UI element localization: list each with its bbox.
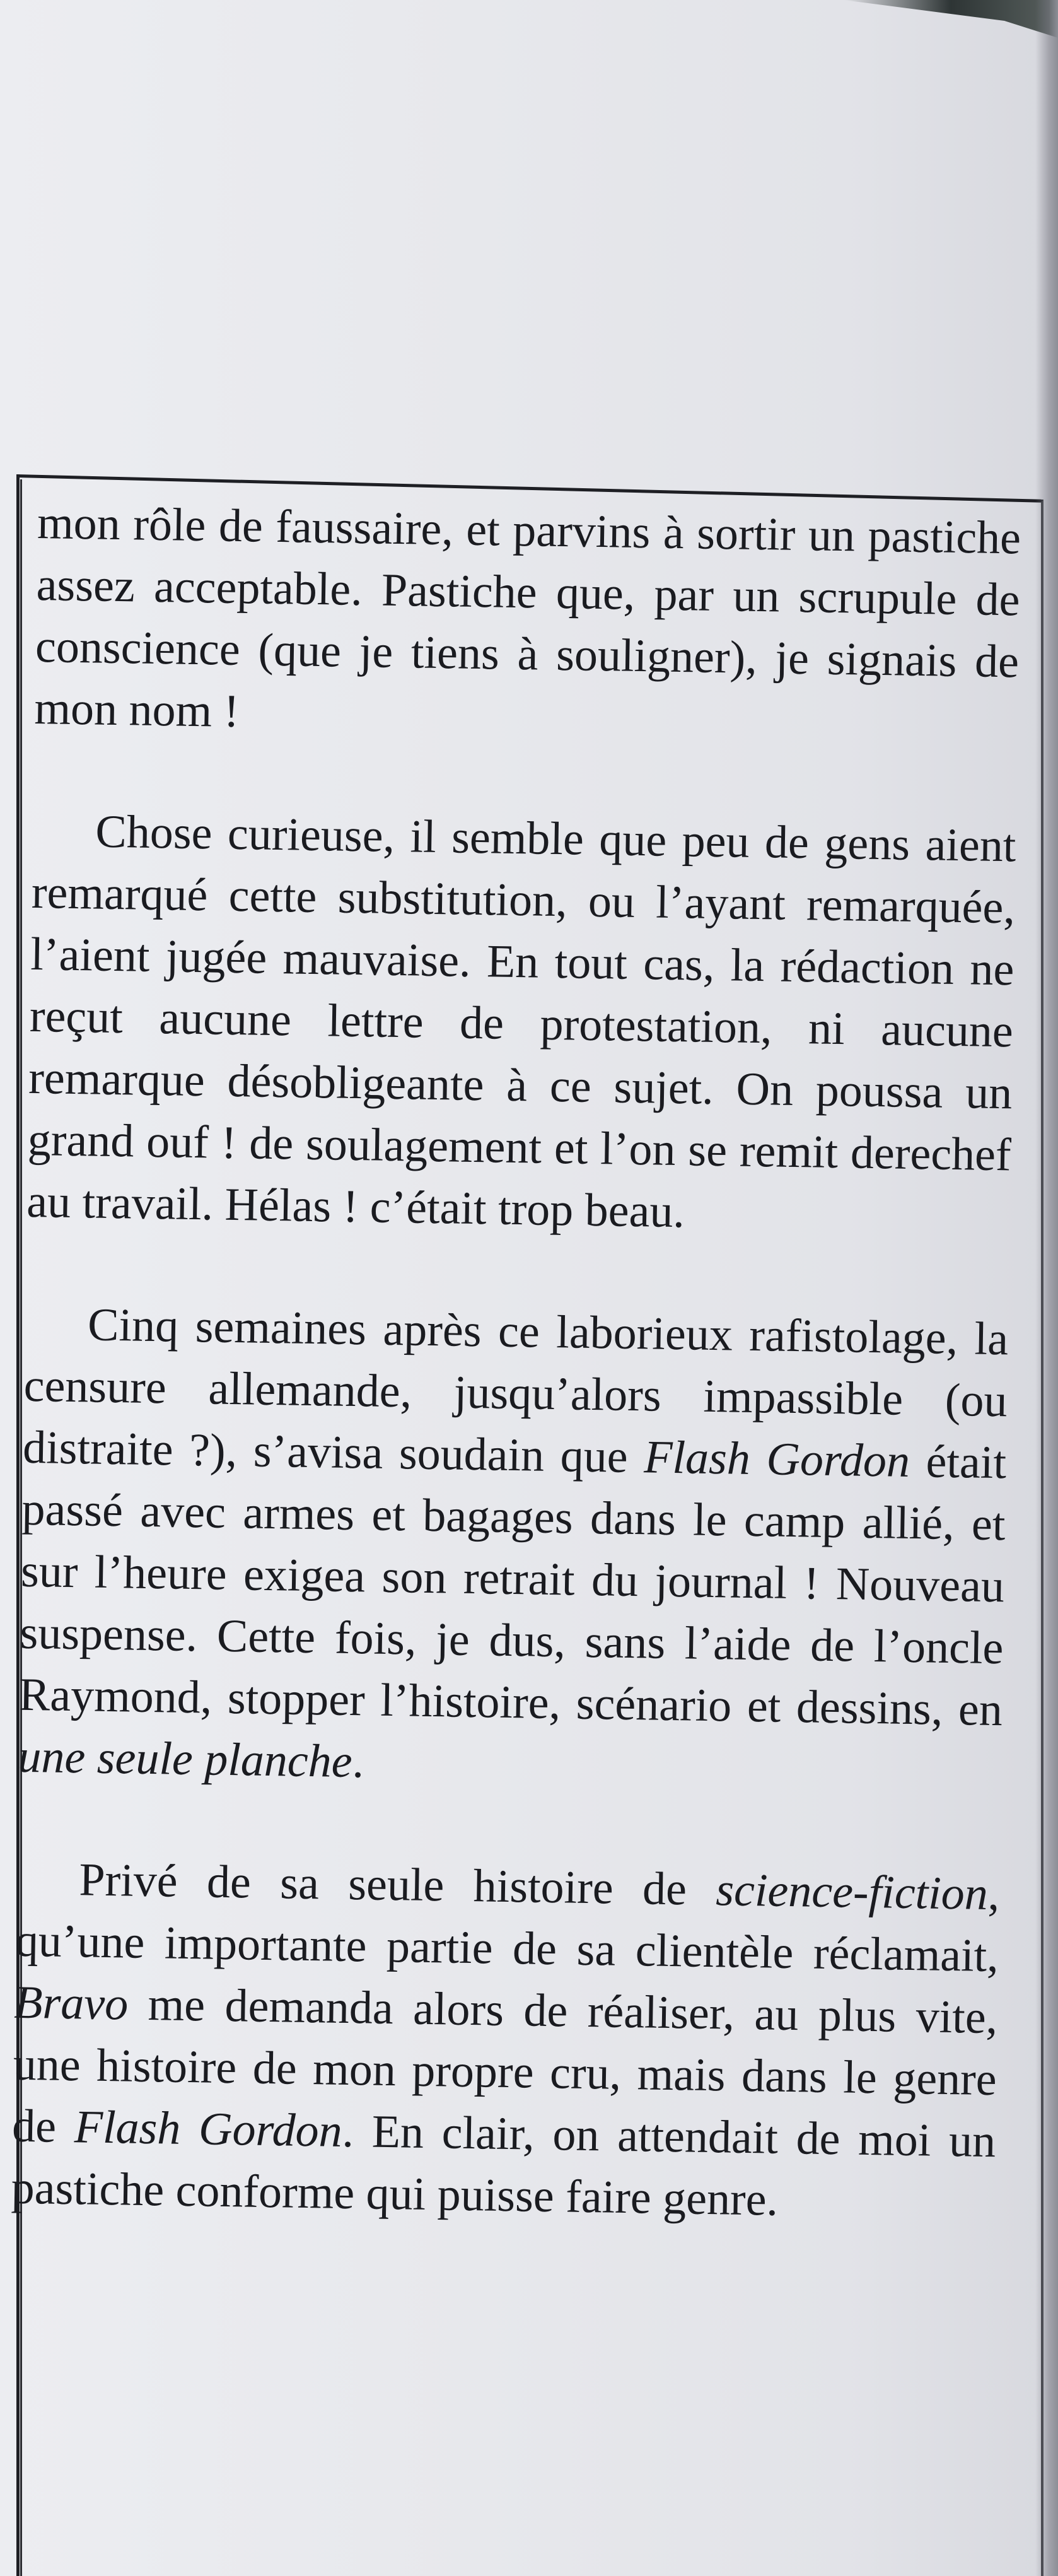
title-flash-gordon-2: Flash Gordon — [74, 2101, 343, 2157]
blank-page-area — [0, 0, 1034, 479]
term-science-fiction: science-fiction — [715, 1864, 989, 1920]
article-body — [11, 492, 1021, 2234]
page-right-edge — [1035, 0, 1058, 2576]
paragraph-4-text-c: me demanda alors de réaliser, au plus vite, une histoire de mon propre cru, mais dans le genre de — [11, 1978, 998, 2153]
title-bravo: Bravo — [13, 1976, 129, 2030]
emphasis-une-seule-planche: une seule planche — [17, 1730, 353, 1788]
paragraph-3-text-c: . — [351, 1736, 364, 1788]
cut-off-line-fragment: genre. — [662, 2172, 779, 2226]
paragraph-3-text-a: Cinq semaines après ce laborieux rafistolage, la censure allemande, jusqu’alors impassible (ou distraite ?), s’avisa soudain que — [22, 1299, 1009, 1484]
paragraph-2 — [26, 800, 1017, 1248]
title-flash-gordon: Flash Gordon — [643, 1431, 910, 1487]
paragraph-3-text-b: était passé avec armes et bagages dans le camp allié, et sur l’heure exigea son retrait du journal ! Nouveau suspense. Cette fois, je dus, sans l’aide de l’oncle Raymond, stopper l’histoire, scénario et dessins, en — [18, 1435, 1007, 1736]
paragraph-4-text-a: Privé de sa seule histoire de — [78, 1854, 716, 1916]
paragraph-4-text-b: , qu’une importante partie de sa clientèle réclamait, — [15, 1868, 1000, 1982]
paragraph-2-text: Chose curieuse, il semble que peu de gens aient remarqué cette substitution, ou l’ayant remarquée, l’aient jugée mauvaise. En tout cas, la rédaction ne reçut aucune lettre de protestation, ni aucune remarque désobligeante à ce sujet. On poussa un grand ouf ! de soulagement et l’on se remit derechef au travail. Hélas ! c’était trop beau. — [26, 805, 1017, 1238]
paragraph-3 — [18, 1293, 1009, 1803]
paragraph-4 — [11, 1848, 1000, 2234]
paragraph-1 — [34, 492, 1021, 754]
paragraph-1-text: mon rôle de faussaire, et parvins à sortir un pastiche assez acceptable. Pastiche que, par un scrupule de conscience (que je tiens à souligner), je signais de mon nom ! — [33, 496, 1021, 738]
paragraph-4-text-d: . En clair, on attendait de moi un pastiche conforme qui puisse faire — [11, 2105, 996, 2224]
